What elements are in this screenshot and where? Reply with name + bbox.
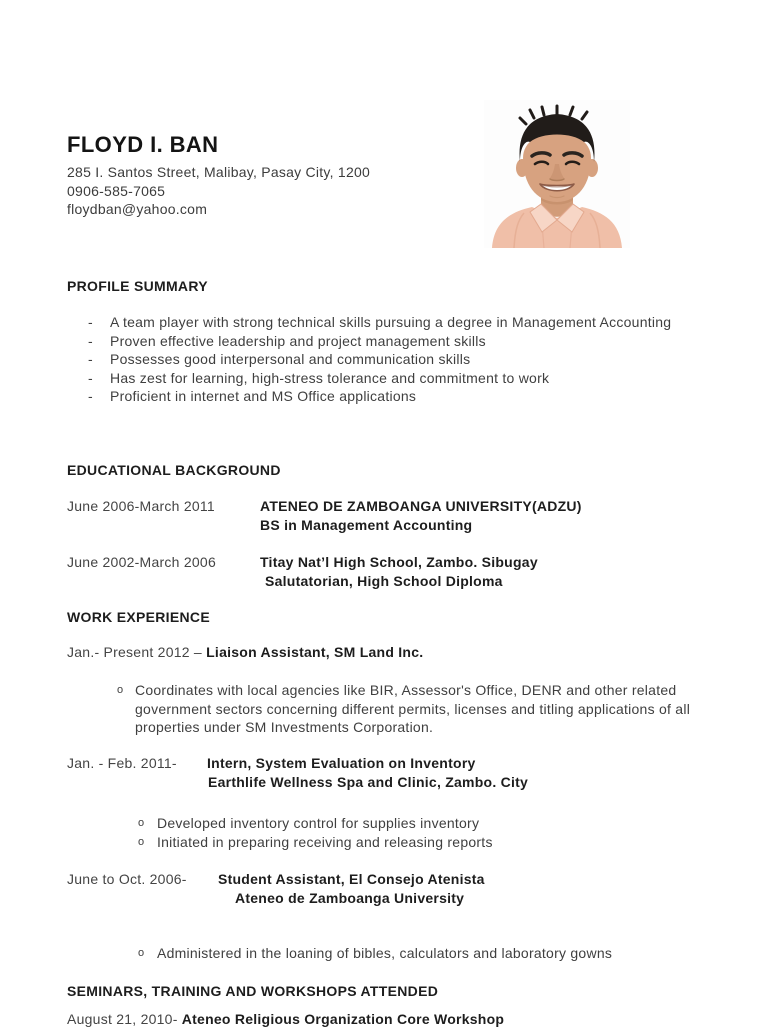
- circle-bullet-icon: o: [138, 817, 145, 829]
- circle-bullet-icon: o: [117, 684, 124, 696]
- seminar-date: August 21, 2010-: [67, 1011, 178, 1027]
- job-bullet-item: o Developed inventory control for supplies inventory: [138, 815, 480, 831]
- job-bullet-list: [67, 681, 707, 737]
- education-institution: Titay Nat’l High School, Zambo. Sibugay: [260, 554, 538, 570]
- education-degree: BS in Management Accounting: [260, 516, 473, 533]
- job-company: Ateneo de Zamboanga University: [235, 889, 465, 906]
- circle-bullet-icon: o: [138, 835, 145, 848]
- job-heading: [67, 754, 727, 791]
- profile-summary-item: - A team player with strong technical skills pursuing a degree in Management Accounting: [67, 313, 697, 332]
- education-dates: June 2006-March 2011: [67, 498, 215, 514]
- portrait-photo: [484, 100, 630, 248]
- person-name: FLOYD I. BAN: [67, 132, 219, 157]
- education-entry: [67, 497, 707, 534]
- address-line: 285 I. Santos Street, Malibay, Pasay City, 1200: [67, 164, 371, 180]
- job-dates: Jan. - Feb. 2011-: [67, 755, 177, 771]
- job-bullet-list: [67, 814, 707, 851]
- dash-bullet-icon: -: [88, 369, 93, 386]
- job-dates: June to Oct. 2006-: [67, 871, 187, 887]
- job-role: Student Assistant, El Consejo Atenista: [218, 871, 485, 887]
- profile-summary-item: - Possesses good interpersonal and communication skills: [67, 350, 697, 369]
- dash-bullet-icon: -: [88, 314, 93, 330]
- header: [67, 133, 487, 219]
- section-title-profile-summary: PROFILE SUMMARY: [67, 278, 208, 294]
- circle-bullet-icon: o: [138, 947, 145, 959]
- job-heading: [67, 643, 707, 662]
- dash-bullet-icon: -: [88, 351, 93, 367]
- profile-summary-item: - Proficient in internet and MS Office applications: [67, 387, 697, 406]
- dash-bullet-icon: -: [88, 332, 93, 349]
- job-role: Intern, System Evaluation on Inventory: [207, 755, 476, 771]
- job-dates: Jan.- Present 2012 –: [67, 644, 202, 660]
- section-title-work-experience: WORK EXPERIENCE: [67, 609, 210, 625]
- profile-summary-item: - Proven effective leadership and project management skills: [67, 332, 697, 351]
- dash-bullet-icon: -: [88, 388, 93, 404]
- phone-number: 0906-585-7065: [67, 182, 166, 199]
- portrait-illustration: [484, 100, 630, 248]
- job-bullet-item: o Administered in the loaning of bibles, calculators and laboratory gowns: [138, 945, 613, 961]
- education-degree: Salutatorian, High School Diploma: [265, 572, 503, 589]
- email-address: floydban@yahoo.com: [67, 201, 208, 217]
- job-company: Earthlife Wellness Spa and Clinic, Zambo. City: [208, 773, 529, 790]
- job-heading: [67, 870, 727, 907]
- profile-summary-list: [67, 313, 697, 406]
- seminar-title: Ateneo Religious Organization Core Workshop: [181, 1011, 505, 1027]
- job-bullet-item: o Coordinates with local agencies like BIR, Assessor's Office, DENR and other related government sectors concerning different permits, licenses and titling applications of all properties under SM Investments Corporation.: [117, 682, 691, 735]
- section-title-educational-background: EDUCATIONAL BACKGROUND: [67, 462, 281, 478]
- education-entry: [67, 553, 707, 590]
- section-title-seminars: SEMINARS, TRAINING AND WORKSHOPS ATTENDED: [67, 983, 439, 999]
- profile-summary-item: - Has zest for learning, high-stress tolerance and commitment to work: [67, 369, 697, 388]
- job-role: Liaison Assistant, SM Land Inc.: [206, 644, 424, 660]
- job-bullet-list: [67, 944, 707, 963]
- education-institution: ATENEO DE ZAMBOANGA UNIVERSITY(ADZU): [260, 498, 582, 514]
- job-bullet-item: o Initiated in preparing receiving and releasing reports: [138, 833, 493, 850]
- education-dates: June 2002-March 2006: [67, 554, 216, 570]
- seminar-entry-partially-cut: [67, 1010, 747, 1029]
